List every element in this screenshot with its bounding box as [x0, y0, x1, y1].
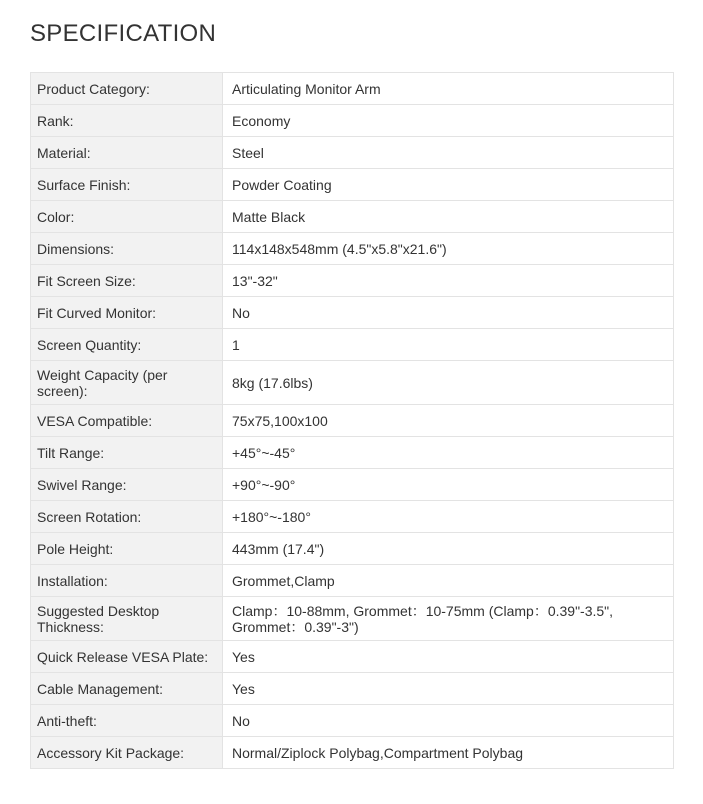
spec-label-dimensions: Dimensions:: [31, 233, 223, 265]
spec-value-screen-quantity: 1: [223, 329, 674, 361]
spec-value-quick-release: Yes: [223, 641, 674, 673]
table-row: [31, 597, 674, 641]
spec-label-fit-screen-size: Fit Screen Size:: [31, 265, 223, 297]
spec-label-fit-curved-monitor: Fit Curved Monitor:: [31, 297, 223, 329]
spec-value-fit-screen-size: 13"-32": [223, 265, 674, 297]
spec-label-screen-quantity: Screen Quantity:: [31, 329, 223, 361]
spec-value-anti-theft: No: [223, 705, 674, 737]
spec-value-cable-management: Yes: [223, 673, 674, 705]
table-row: [31, 705, 674, 737]
spec-value-weight-capacity: 8kg (17.6lbs): [223, 361, 674, 405]
table-row: [31, 169, 674, 201]
spec-value-surface-finish: Powder Coating: [223, 169, 674, 201]
spec-label-product-category: Product Category:: [31, 73, 223, 105]
spec-label-cable-management: Cable Management:: [31, 673, 223, 705]
spec-value-desktop-thickness: Clamp：10-88mm, Grommet：10-75mm (Clamp：0.39"-3.5", Grommet：0.39"-3"): [223, 597, 674, 641]
spec-label-tilt-range: Tilt Range:: [31, 437, 223, 469]
table-row: [31, 361, 674, 405]
table-row: [31, 265, 674, 297]
spec-label-surface-finish: Surface Finish:: [31, 169, 223, 201]
table-row: [31, 233, 674, 265]
specification-table: [30, 72, 674, 769]
spec-label-installation: Installation:: [31, 565, 223, 597]
spec-label-color: Color:: [31, 201, 223, 233]
spec-label-weight-capacity: Weight Capacity (per screen):: [31, 361, 223, 405]
table-row: [31, 437, 674, 469]
spec-value-vesa-compatible: 75x75,100x100: [223, 405, 674, 437]
spec-label-desktop-thickness: Suggested Desktop Thickness:: [31, 597, 223, 641]
table-row: [31, 737, 674, 769]
table-row: [31, 137, 674, 169]
spec-value-product-category: Articulating Monitor Arm: [223, 73, 674, 105]
table-row: [31, 641, 674, 673]
table-row: [31, 501, 674, 533]
table-row: [31, 201, 674, 233]
spec-value-pole-height: 443mm (17.4"): [223, 533, 674, 565]
spec-label-vesa-compatible: VESA Compatible:: [31, 405, 223, 437]
page-title: SPECIFICATION: [30, 20, 217, 47]
spec-label-rank: Rank:: [31, 105, 223, 137]
spec-label-anti-theft: Anti-theft:: [31, 705, 223, 737]
table-row: [31, 565, 674, 597]
spec-label-quick-release: Quick Release VESA Plate:: [31, 641, 223, 673]
table-row: [31, 405, 674, 437]
table-row: [31, 533, 674, 565]
spec-value-color: Matte Black: [223, 201, 674, 233]
spec-value-installation: Grommet,Clamp: [223, 565, 674, 597]
spec-label-accessory-kit: Accessory Kit Package:: [31, 737, 223, 769]
spec-value-dimensions: 114x148x548mm (4.5"x5.8"x21.6"): [223, 233, 674, 265]
table-row: [31, 469, 674, 501]
table-row: [31, 105, 674, 137]
spec-value-screen-rotation: +180°~-180°: [223, 501, 674, 533]
spec-value-tilt-range: +45°~-45°: [223, 437, 674, 469]
spec-value-rank: Economy: [223, 105, 674, 137]
spec-value-fit-curved-monitor: No: [223, 297, 674, 329]
spec-label-pole-height: Pole Height:: [31, 533, 223, 565]
spec-value-swivel-range: +90°~-90°: [223, 469, 674, 501]
table-row: [31, 297, 674, 329]
table-row: [31, 73, 674, 105]
spec-value-material: Steel: [223, 137, 674, 169]
spec-value-accessory-kit: Normal/Ziplock Polybag,Compartment Polybag: [223, 737, 674, 769]
table-row: [31, 329, 674, 361]
table-row: [31, 673, 674, 705]
spec-label-screen-rotation: Screen Rotation:: [31, 501, 223, 533]
spec-label-material: Material:: [31, 137, 223, 169]
spec-label-swivel-range: Swivel Range:: [31, 469, 223, 501]
